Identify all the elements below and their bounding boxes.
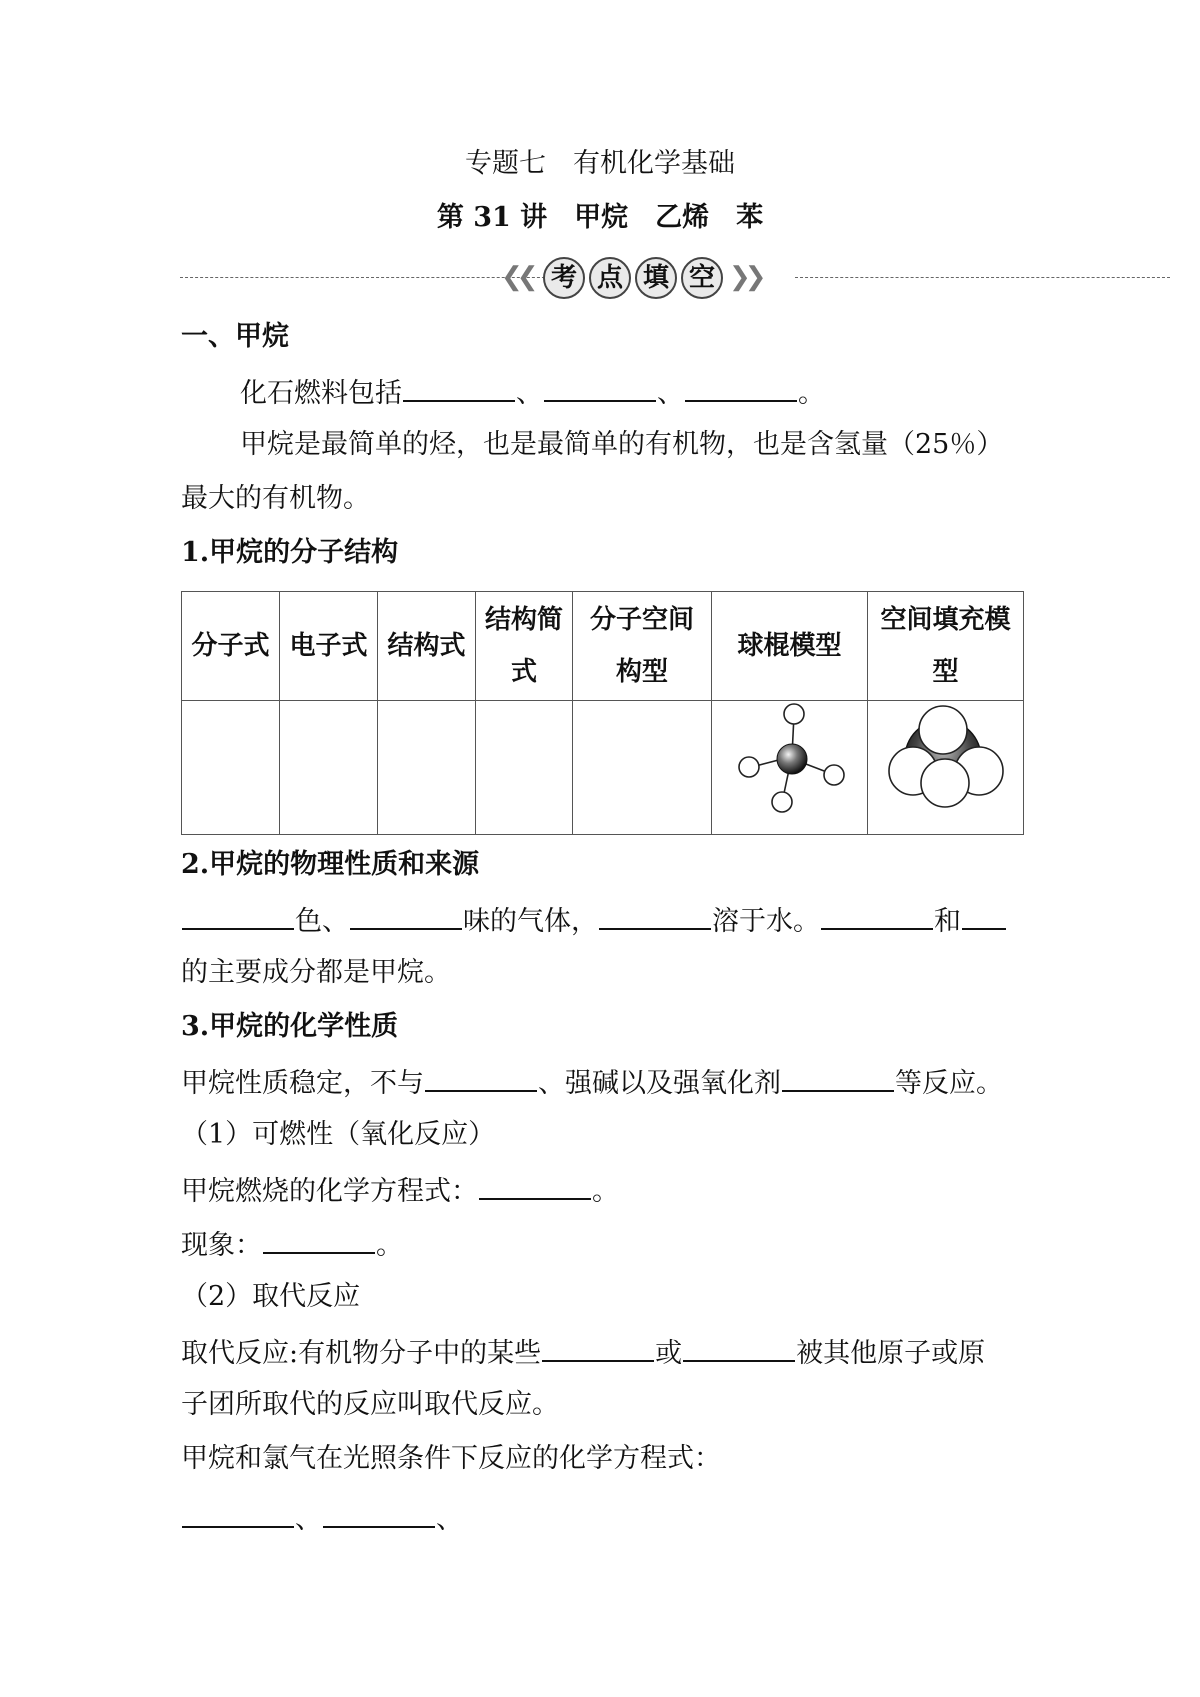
table-cell — [712, 701, 868, 835]
badge-char: 考 — [543, 257, 585, 299]
subitem-title: （2）取代反应 — [181, 1281, 361, 1312]
lecture-title: 第 31 讲 甲烷 乙烯 苯 — [436, 202, 764, 233]
badge-char: 空 — [681, 257, 723, 299]
table-cell[interactable] — [182, 701, 280, 835]
fill-blank[interactable] — [403, 374, 515, 402]
subsection-heading: 2.甲烷的物理性质和来源 — [181, 849, 480, 880]
topic-title: 专题七 有机化学基础 — [465, 148, 735, 179]
column-header: 分子空间 构型 — [573, 592, 712, 701]
fill-blank[interactable] — [425, 1064, 537, 1092]
subsection-heading: 1.甲烷的分子结构 — [181, 537, 399, 568]
divider-right — [795, 277, 1170, 278]
fill-blank[interactable] — [350, 902, 462, 930]
fossil-fuel-line: 化石燃料包括 、 、 。 — [240, 374, 825, 411]
table-cell — [868, 701, 1024, 835]
paragraph-line: 最大的有机物。 — [181, 483, 370, 514]
fill-blank[interactable] — [263, 1226, 375, 1254]
divider-left — [180, 277, 555, 278]
column-header: 空间填充模 型 — [868, 592, 1024, 701]
double-chevron-right-icon: ❯❯ — [729, 262, 761, 292]
table-cell[interactable] — [573, 701, 712, 835]
space-filling-model-icon — [886, 704, 1006, 814]
table-cell[interactable] — [378, 701, 476, 835]
table-cell[interactable] — [280, 701, 378, 835]
fill-blank[interactable] — [685, 374, 797, 402]
table-header-row — [182, 592, 1024, 701]
table-cell[interactable] — [476, 701, 573, 835]
badge-char: 点 — [589, 257, 631, 299]
stability-line: 甲烷性质稳定，不与 、强碱以及强氧化剂 等反应。 — [181, 1064, 1003, 1101]
paragraph-line: 子团所取代的反应叫取代反应。 — [181, 1389, 559, 1420]
equation-blanks-line: 、 、 — [181, 1500, 463, 1537]
column-header: 分子式 — [182, 592, 280, 701]
fill-blank[interactable] — [782, 1064, 894, 1092]
fill-blank[interactable] — [683, 1334, 795, 1362]
badge-char: 填 — [635, 257, 677, 299]
substitution-definition-line: 取代反应:有机物分子中的某些 或 被其他原子或原 — [181, 1334, 985, 1371]
column-header: 电子式 — [280, 592, 378, 701]
fill-blank[interactable] — [182, 1500, 294, 1528]
column-header: 结构式 — [378, 592, 476, 701]
fill-blank[interactable] — [599, 902, 711, 930]
table-row — [182, 701, 1024, 835]
fill-blank[interactable] — [962, 902, 1006, 930]
combustion-line: 甲烷燃烧的化学方程式： 。 — [181, 1172, 619, 1209]
column-header: 结构简 式 — [476, 592, 573, 701]
fill-blank[interactable] — [182, 902, 294, 930]
structure-table — [181, 591, 1024, 835]
paragraph-line: 甲烷是最简单的烃，也是最简单的有机物，也是含氢量（25％） — [240, 429, 1004, 460]
phenomenon-line: 现象： 。 — [181, 1226, 403, 1263]
fill-blank[interactable] — [542, 1334, 654, 1362]
physical-properties-line: 色、 味的气体， 溶于水。 和 — [181, 902, 1007, 939]
double-chevron-left-icon: ❮❮ — [501, 262, 533, 292]
paragraph-line: 的主要成分都是甲烷。 — [181, 957, 451, 988]
section-badge — [501, 256, 805, 300]
fill-blank[interactable] — [544, 374, 656, 402]
paragraph-line: 甲烷和氯气在光照条件下反应的化学方程式： — [181, 1443, 721, 1474]
column-header: 球棍模型 — [712, 592, 868, 701]
subitem-title: （1）可燃性（氧化反应） — [181, 1119, 496, 1150]
fill-blank[interactable] — [323, 1500, 435, 1528]
subsection-heading: 3.甲烷的化学性质 — [181, 1011, 399, 1042]
ball-and-stick-model-icon — [730, 701, 850, 816]
fill-blank[interactable] — [479, 1172, 591, 1200]
fill-blank[interactable] — [821, 902, 933, 930]
section-heading: 一、甲烷 — [181, 321, 289, 352]
